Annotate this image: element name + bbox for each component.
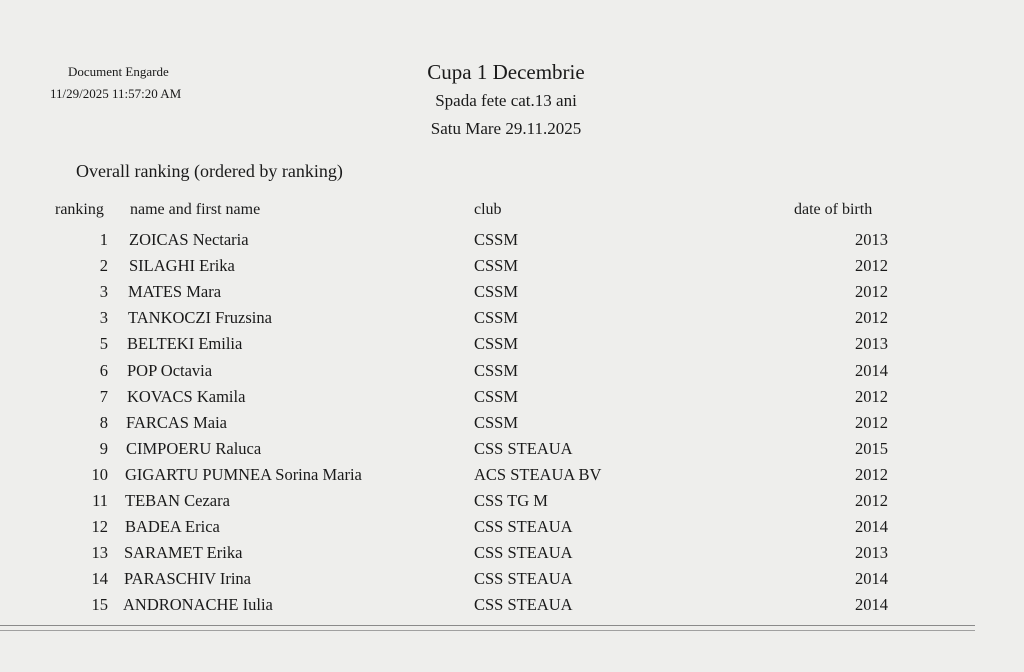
rank-cell: 7 xyxy=(99,386,108,406)
dob-cell: 2014 xyxy=(855,517,888,537)
rank-cell: 10 xyxy=(91,464,108,484)
club-cell: CSS STEAUA xyxy=(474,543,573,563)
table-row xyxy=(0,230,1024,256)
rank-cell: 11 xyxy=(92,491,108,510)
column-header-name: name and first name xyxy=(130,201,261,218)
rank-cell: 12 xyxy=(91,517,108,537)
divider-line xyxy=(0,625,975,626)
rank-cell: 15 xyxy=(91,595,108,615)
name-cell: ZOICAS Nectaria xyxy=(129,230,249,249)
club-cell: CSSM xyxy=(474,386,519,406)
table-row xyxy=(0,413,1024,439)
competition-title: Cupa 1 Decembrie xyxy=(427,60,585,84)
table-row xyxy=(0,282,1024,308)
club-cell: CSSM xyxy=(474,334,519,354)
print-timestamp: 11/29/2025 11:57:20 AM xyxy=(50,86,182,101)
table-row xyxy=(0,595,1024,621)
club-cell: CSSM xyxy=(474,282,519,302)
dob-cell: 2012 xyxy=(855,412,888,432)
rank-cell: 1 xyxy=(99,230,108,249)
rank-cell: 6 xyxy=(99,360,108,380)
name-cell: FARCAS Maia xyxy=(126,412,227,432)
table-row xyxy=(0,334,1024,360)
name-cell: POP Octavia xyxy=(127,360,213,380)
table-row xyxy=(0,308,1024,334)
club-cell: CSS STEAUA xyxy=(474,595,573,615)
dob-cell: 2015 xyxy=(855,438,888,458)
dob-cell: 2014 xyxy=(855,360,888,380)
club-cell: CSS STEAUA xyxy=(474,517,573,537)
ranking-subtitle: Overall ranking (ordered by ranking) xyxy=(76,161,343,181)
club-cell: CSS STEAUA xyxy=(474,569,573,589)
table-row xyxy=(0,256,1024,282)
name-cell: GIGARTU PUMNEA Sorina Maria xyxy=(125,464,362,484)
club-cell: CSSM xyxy=(474,230,519,249)
dob-cell: 2012 xyxy=(855,256,888,276)
rank-cell: 13 xyxy=(91,543,108,563)
name-cell: ANDRONACHE Iulia xyxy=(123,595,273,615)
dob-cell: 2014 xyxy=(855,595,888,615)
name-cell: SILAGHI Erika xyxy=(129,256,235,276)
document-source: Document Engarde xyxy=(68,64,169,79)
dob-cell: 2012 xyxy=(855,491,888,510)
dob-cell: 2012 xyxy=(855,282,888,302)
rank-cell: 5 xyxy=(99,334,108,354)
competition-location-date: Satu Mare 29.11.2025 xyxy=(430,119,582,138)
name-cell: TANKOCZI Fruzsina xyxy=(128,308,272,328)
dob-cell: 2012 xyxy=(855,464,888,484)
table-row xyxy=(0,569,1024,595)
club-cell: CSSM xyxy=(474,360,519,380)
dob-cell: 2013 xyxy=(855,334,888,354)
rank-cell: 8 xyxy=(99,412,108,432)
competition-category: Spada fete cat.13 ani xyxy=(435,91,577,110)
table-row xyxy=(0,465,1024,491)
name-cell: MATES Mara xyxy=(128,282,222,302)
name-cell: PARASCHIV Irina xyxy=(124,569,251,589)
rank-cell: 2 xyxy=(99,256,108,276)
column-header-club: club xyxy=(474,201,502,218)
rank-cell: 3 xyxy=(99,282,108,302)
club-cell: CSS STEAUA xyxy=(474,438,573,458)
name-cell: SARAMET Erika xyxy=(124,543,243,563)
club-cell: CSS TG M xyxy=(474,491,548,510)
name-cell: CIMPOERU Raluca xyxy=(126,438,262,458)
table-row xyxy=(0,517,1024,543)
name-cell: BELTEKI Emilia xyxy=(127,334,243,354)
rank-cell: 9 xyxy=(99,438,108,458)
divider-line xyxy=(0,630,975,631)
table-row xyxy=(0,387,1024,413)
dob-cell: 2012 xyxy=(855,308,888,328)
table-row xyxy=(0,439,1024,465)
club-cell: CSSM xyxy=(474,412,519,432)
club-cell: CSSM xyxy=(474,256,519,276)
club-cell: CSSM xyxy=(474,308,519,328)
table-row xyxy=(0,491,1024,517)
dob-cell: 2014 xyxy=(855,569,888,589)
dob-cell: 2013 xyxy=(855,230,888,249)
name-cell: TEBAN Cezara xyxy=(125,491,230,510)
dob-cell: 2013 xyxy=(855,543,888,563)
name-cell: BADEA Erica xyxy=(125,517,220,537)
name-cell: KOVACS Kamila xyxy=(127,386,246,406)
rank-cell: 14 xyxy=(91,569,108,589)
club-cell: ACS STEAUA BV xyxy=(474,464,602,484)
table-row xyxy=(0,543,1024,569)
table-row xyxy=(0,361,1024,387)
rank-cell: 3 xyxy=(99,308,108,328)
dob-cell: 2012 xyxy=(855,386,888,406)
column-header-ranking: ranking xyxy=(55,201,104,218)
column-header-dob: date of birth xyxy=(794,201,873,218)
